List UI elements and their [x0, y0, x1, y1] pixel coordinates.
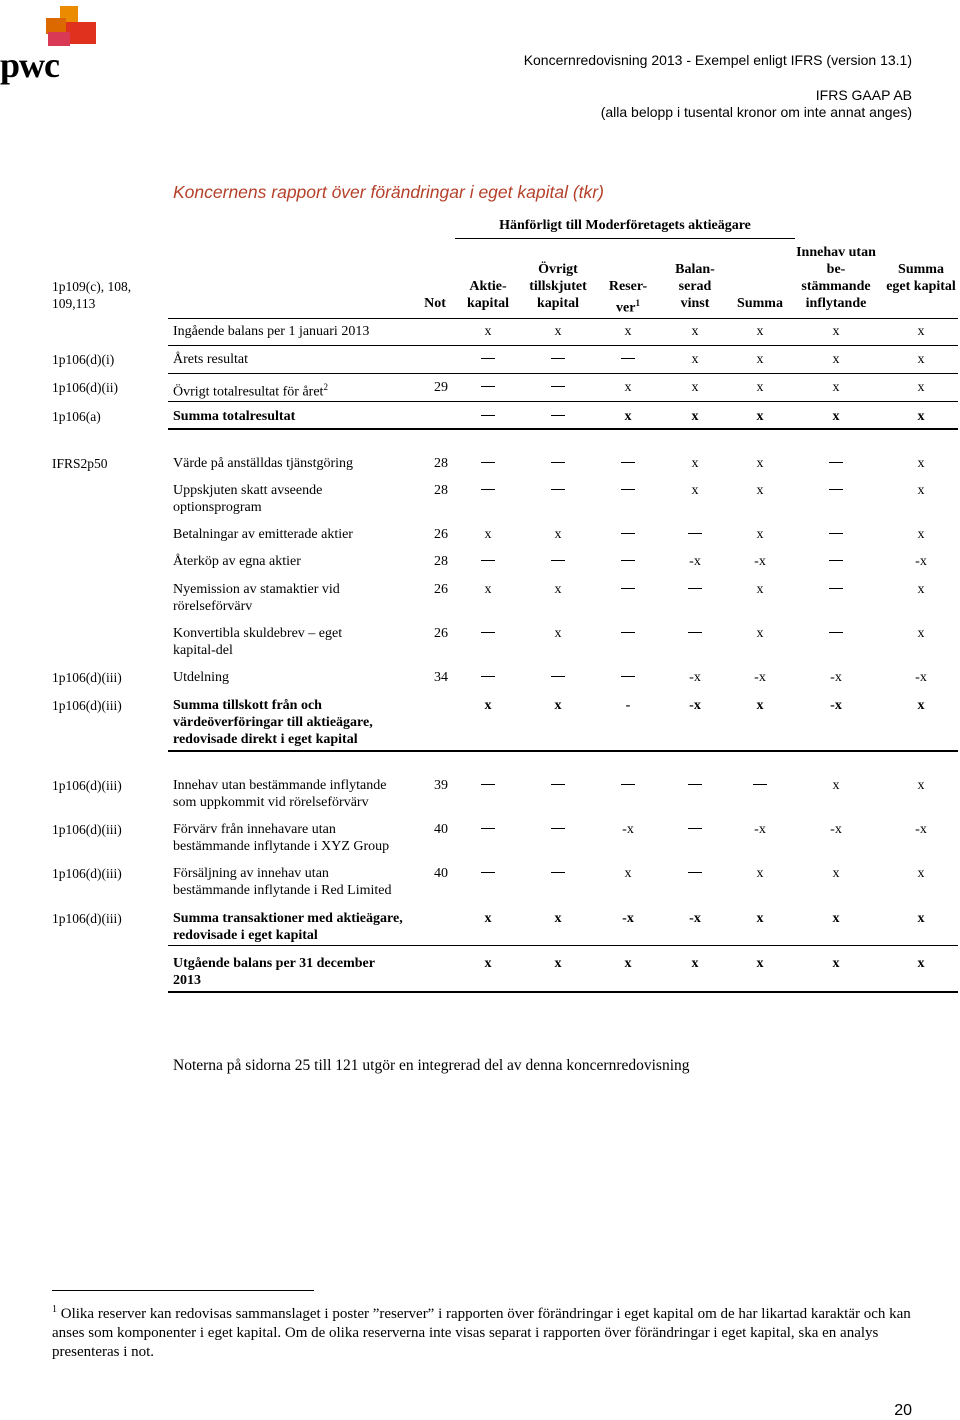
dash-mark — [551, 415, 565, 416]
dash-mark — [829, 489, 843, 490]
table-cell: -x — [689, 554, 701, 569]
table-cell: x — [917, 582, 925, 597]
table-cell — [473, 482, 503, 499]
row-rule — [168, 428, 958, 430]
row-rule — [168, 750, 958, 752]
row-reference: 1p106(d)(iii) — [52, 866, 122, 881]
table-cell: - — [625, 698, 631, 713]
footnote — [52, 1300, 912, 1362]
table-cell: x — [554, 956, 562, 971]
row-label: Innehav utan bestämmande inflytande som uppkommit vid rörelseförvärv — [173, 778, 387, 810]
dash-mark — [621, 632, 635, 633]
dash-mark — [551, 560, 565, 561]
dash-mark — [551, 489, 565, 490]
row-note: 28 — [434, 456, 448, 471]
row-reference: 1p106(a) — [52, 409, 101, 424]
table-cell — [543, 379, 573, 396]
table-cell: x — [756, 456, 764, 471]
company-name: IFRS GAAP AB — [815, 87, 912, 103]
dash-mark — [551, 358, 565, 359]
dash-mark — [688, 784, 702, 785]
table-cell: x — [917, 866, 925, 881]
table-cell: x — [756, 380, 764, 395]
footnote-text: Olika reserver kan redovisas sammanslaget i poster ”reserver” i rapporten över förändringar i eget kapital om de har likartad karaktär och kan anses som komponenter i eget kapital. Om de olika reserverna inte visas separat i rapporten över förändringar i eget kapital, ska en analys presenteras i not. — [52, 1306, 911, 1360]
row-reference: 1p106(d)(iii) — [52, 778, 122, 793]
table-cell — [543, 821, 573, 838]
table-cell — [680, 581, 710, 598]
row-label: Utgående balans per 31 december 2013 — [173, 956, 375, 988]
dash-mark — [753, 784, 767, 785]
dash-mark — [621, 533, 635, 534]
table-cell — [543, 669, 573, 686]
dash-mark — [688, 872, 702, 873]
table-cell: -x — [830, 698, 842, 713]
table-cell — [543, 455, 573, 472]
table-cell: -x — [754, 554, 766, 569]
page-number: 20 — [894, 1402, 912, 1419]
table-cell: x — [832, 911, 840, 926]
row-label: Övrigt totalresultat för året$^2$ — [173, 382, 328, 400]
table-cell — [613, 581, 643, 598]
dash-mark — [551, 828, 565, 829]
dash-mark — [621, 489, 635, 490]
table-cell: x — [917, 956, 925, 971]
table-cell: x — [484, 911, 492, 926]
table-cell — [821, 581, 851, 598]
document-name: Koncernredovisning 2013 - Exempel enligt IFRS (version 13.1) — [523, 52, 912, 68]
table-cell — [821, 482, 851, 499]
table-cell — [613, 351, 643, 368]
table-cell: x — [691, 380, 699, 395]
dash-mark — [481, 358, 495, 359]
dash-mark — [829, 533, 843, 534]
group-header-rule — [455, 238, 795, 239]
row-label: Ingående balans per 1 januari 2013 — [173, 324, 370, 339]
table-cell: -x — [689, 698, 701, 713]
table-cell: x — [691, 956, 699, 971]
table-cell: x — [624, 409, 632, 424]
table-cell: x — [917, 352, 925, 367]
table-cell — [613, 553, 643, 570]
row-label: Utdelning — [173, 670, 229, 685]
row-rule — [168, 345, 958, 346]
row-label: Summa totalresultat — [173, 409, 296, 424]
row-reference: IFRS2p50 — [52, 456, 108, 471]
row-rule — [168, 373, 958, 374]
dash-mark — [551, 784, 565, 785]
table-cell: x — [624, 380, 632, 395]
table-cell: x — [832, 324, 840, 339]
row-note: 39 — [434, 778, 448, 793]
table-cell — [543, 553, 573, 570]
table-cell — [473, 553, 503, 570]
dash-mark — [688, 632, 702, 633]
dash-mark — [551, 676, 565, 677]
table-cell: x — [832, 866, 840, 881]
table-cell — [680, 821, 710, 838]
row-reference: 1p106(d)(i) — [52, 352, 115, 367]
unit-note: (alla belopp i tusental kronor om inte annat anges) — [600, 104, 912, 120]
table-cell: x — [624, 956, 632, 971]
table-cell: x — [832, 380, 840, 395]
column-header: Summa eget kapital — [886, 262, 956, 294]
dash-mark — [621, 784, 635, 785]
footnote-mark: 1 — [52, 1304, 57, 1315]
row-note: 34 — [434, 670, 448, 685]
dash-mark — [621, 560, 635, 561]
dash-mark — [688, 588, 702, 589]
table-cell — [680, 865, 710, 882]
pwc-logo-mark — [0, 4, 100, 48]
table-cell: x — [756, 911, 764, 926]
table-cell — [543, 408, 573, 425]
table-cell: -x — [689, 911, 701, 926]
dash-mark — [481, 489, 495, 490]
table-cell — [821, 625, 851, 642]
table-cell — [543, 351, 573, 368]
table-cell — [473, 821, 503, 838]
table-cell — [613, 455, 643, 472]
dash-mark — [621, 358, 635, 359]
dash-mark — [829, 588, 843, 589]
column-header: Övrigt tillskjutet kapital — [529, 262, 587, 311]
row-rule — [168, 401, 958, 402]
table-cell: x — [756, 956, 764, 971]
table-cell — [680, 526, 710, 543]
table-cell: -x — [830, 822, 842, 837]
table-cell: -x — [915, 822, 927, 837]
column-header: Summa — [737, 296, 783, 311]
column-header: Aktie- kapital — [466, 279, 509, 311]
row-label: Nyemission av stamaktier vid rörelseförvärv — [173, 582, 340, 614]
table-cell: x — [756, 626, 764, 641]
logo-word: pwc — [0, 45, 59, 85]
table-cell: x — [691, 409, 699, 424]
table-cell: x — [832, 956, 840, 971]
table-cell — [613, 777, 643, 794]
table-cell: x — [554, 582, 562, 597]
table-cell — [745, 777, 775, 794]
row-label: Summa tillskott från och värdeöverföringar till aktieägare, redovisade direkt i eget kapital — [173, 698, 373, 747]
dash-mark — [829, 560, 843, 561]
table-cell — [613, 526, 643, 543]
table-cell — [473, 351, 503, 368]
dash-mark — [621, 676, 635, 677]
table-cell: x — [624, 866, 632, 881]
table-cell — [613, 669, 643, 686]
table-cell: x — [691, 483, 699, 498]
row-label: Summa transaktioner med aktieägare, redovisade i eget kapital — [173, 911, 403, 943]
row-reference: 1p106(d)(iii) — [52, 911, 122, 926]
row-label: Årets resultat — [173, 352, 249, 367]
table-cell: x — [917, 380, 925, 395]
row-rule — [168, 945, 958, 946]
table-cell: x — [756, 698, 764, 713]
table-cell: x — [756, 352, 764, 367]
row-label: Förvärv från innehavare utan bestämmande inflytande i XYZ Group — [173, 822, 390, 854]
pwc-logo — [0, 4, 100, 84]
table-cell — [473, 408, 503, 425]
dash-mark — [481, 386, 495, 387]
dash-mark — [481, 632, 495, 633]
column-header: Innehav utan be- stämmande inflytande — [796, 245, 876, 311]
dash-mark — [481, 784, 495, 785]
table-cell — [680, 777, 710, 794]
footer-note: Noterna på sidorna 25 till 121 utgör en integrerad del av denna koncernredovisning — [173, 1057, 690, 1074]
table-cell: x — [756, 324, 764, 339]
table-cell — [821, 526, 851, 543]
table-cell: x — [484, 324, 492, 339]
row-label: Uppskjuten skatt avseende optionsprogram — [173, 483, 323, 515]
footnote-rule — [52, 1290, 314, 1291]
row-note: 26 — [434, 527, 448, 542]
row-rule — [168, 991, 958, 993]
dash-mark — [829, 632, 843, 633]
table-cell: x — [756, 483, 764, 498]
dash-mark — [688, 533, 702, 534]
table-cell: x — [832, 778, 840, 793]
row-label: Försäljning av innehav utan bestämmande inflytande i Red Limited — [173, 866, 392, 898]
table-cell: x — [917, 911, 925, 926]
table-cell: x — [917, 456, 925, 471]
table-cell — [473, 455, 503, 472]
table-cell: -x — [622, 911, 634, 926]
table-cell: x — [624, 324, 632, 339]
table-cell — [821, 455, 851, 472]
table-cell: -x — [915, 670, 927, 685]
note-header: Not — [424, 296, 446, 311]
dash-mark — [481, 828, 495, 829]
row-reference: 1p106(d)(ii) — [52, 380, 118, 395]
table-cell: x — [484, 527, 492, 542]
table-cell: x — [917, 626, 925, 641]
table-cell: x — [484, 582, 492, 597]
table-cell — [473, 625, 503, 642]
table-cell: x — [756, 409, 764, 424]
table-cell: x — [917, 409, 925, 424]
table-cell: x — [917, 483, 925, 498]
header-rule — [168, 318, 958, 319]
dash-mark — [551, 872, 565, 873]
row-note: 26 — [434, 626, 448, 641]
table-cell: x — [756, 866, 764, 881]
table-cell: x — [691, 324, 699, 339]
table-cell: x — [917, 698, 925, 713]
table-cell: -x — [754, 670, 766, 685]
table-cell — [613, 482, 643, 499]
table-cell: x — [554, 698, 562, 713]
table-cell: x — [917, 527, 925, 542]
row-note: 28 — [434, 554, 448, 569]
table-cell — [543, 777, 573, 794]
group-header: Hänförligt till Moderföretagets aktieägare — [499, 218, 751, 233]
dash-mark — [829, 462, 843, 463]
dash-mark — [621, 462, 635, 463]
page-title: Koncernens rapport över förändringar i eget kapital (tkr) — [173, 182, 604, 202]
table-cell — [543, 482, 573, 499]
row-reference: 1p106(d)(iii) — [52, 698, 122, 713]
table-cell: x — [756, 582, 764, 597]
row-note: 40 — [434, 822, 448, 837]
table-cell: x — [691, 352, 699, 367]
row-label: Betalningar av emitterade aktier — [173, 527, 353, 542]
header-ref: 1p109(c), 108, 109,113 — [52, 279, 132, 311]
table-cell: x — [917, 778, 925, 793]
table-cell: x — [554, 626, 562, 641]
table-cell: x — [554, 527, 562, 542]
dash-mark — [481, 872, 495, 873]
table-cell — [543, 865, 573, 882]
table-cell — [473, 777, 503, 794]
dash-mark — [481, 676, 495, 677]
table-cell: x — [554, 911, 562, 926]
row-note: 29 — [434, 380, 448, 395]
column-header: Balan- serad vinst — [675, 262, 715, 311]
table-cell: x — [484, 956, 492, 971]
row-label: Värde på anställdas tjänstgöring — [173, 456, 354, 471]
table-cell: -x — [830, 670, 842, 685]
table-cell — [473, 865, 503, 882]
row-reference: 1p106(d)(iii) — [52, 822, 122, 837]
table-cell: x — [832, 409, 840, 424]
table-cell: -x — [622, 822, 634, 837]
dash-mark — [551, 462, 565, 463]
row-label: Återköp av egna aktier — [173, 554, 301, 569]
table-cell: -x — [915, 554, 927, 569]
row-reference: 1p106(d)(iii) — [52, 670, 122, 685]
row-note: 26 — [434, 582, 448, 597]
table-cell: x — [832, 352, 840, 367]
table-cell — [680, 625, 710, 642]
table-cell: x — [691, 456, 699, 471]
table-cell: x — [917, 324, 925, 339]
dash-mark — [481, 462, 495, 463]
table-cell — [473, 669, 503, 686]
table-cell — [473, 379, 503, 396]
dash-mark — [688, 828, 702, 829]
table-cell: -x — [689, 670, 701, 685]
dash-mark — [481, 560, 495, 561]
table-cell: x — [484, 698, 492, 713]
table-cell: x — [756, 527, 764, 542]
table-cell — [821, 553, 851, 570]
row-label: Konvertibla skuldebrev – eget kapital-del — [173, 626, 343, 658]
row-note: 40 — [434, 866, 448, 881]
dash-mark — [621, 588, 635, 589]
table-cell: x — [554, 324, 562, 339]
column-header: Reser- ver$^1$ — [608, 279, 648, 316]
table-cell — [613, 625, 643, 642]
dash-mark — [481, 415, 495, 416]
row-note: 28 — [434, 483, 448, 498]
table-cell: -x — [754, 822, 766, 837]
dash-mark — [551, 386, 565, 387]
